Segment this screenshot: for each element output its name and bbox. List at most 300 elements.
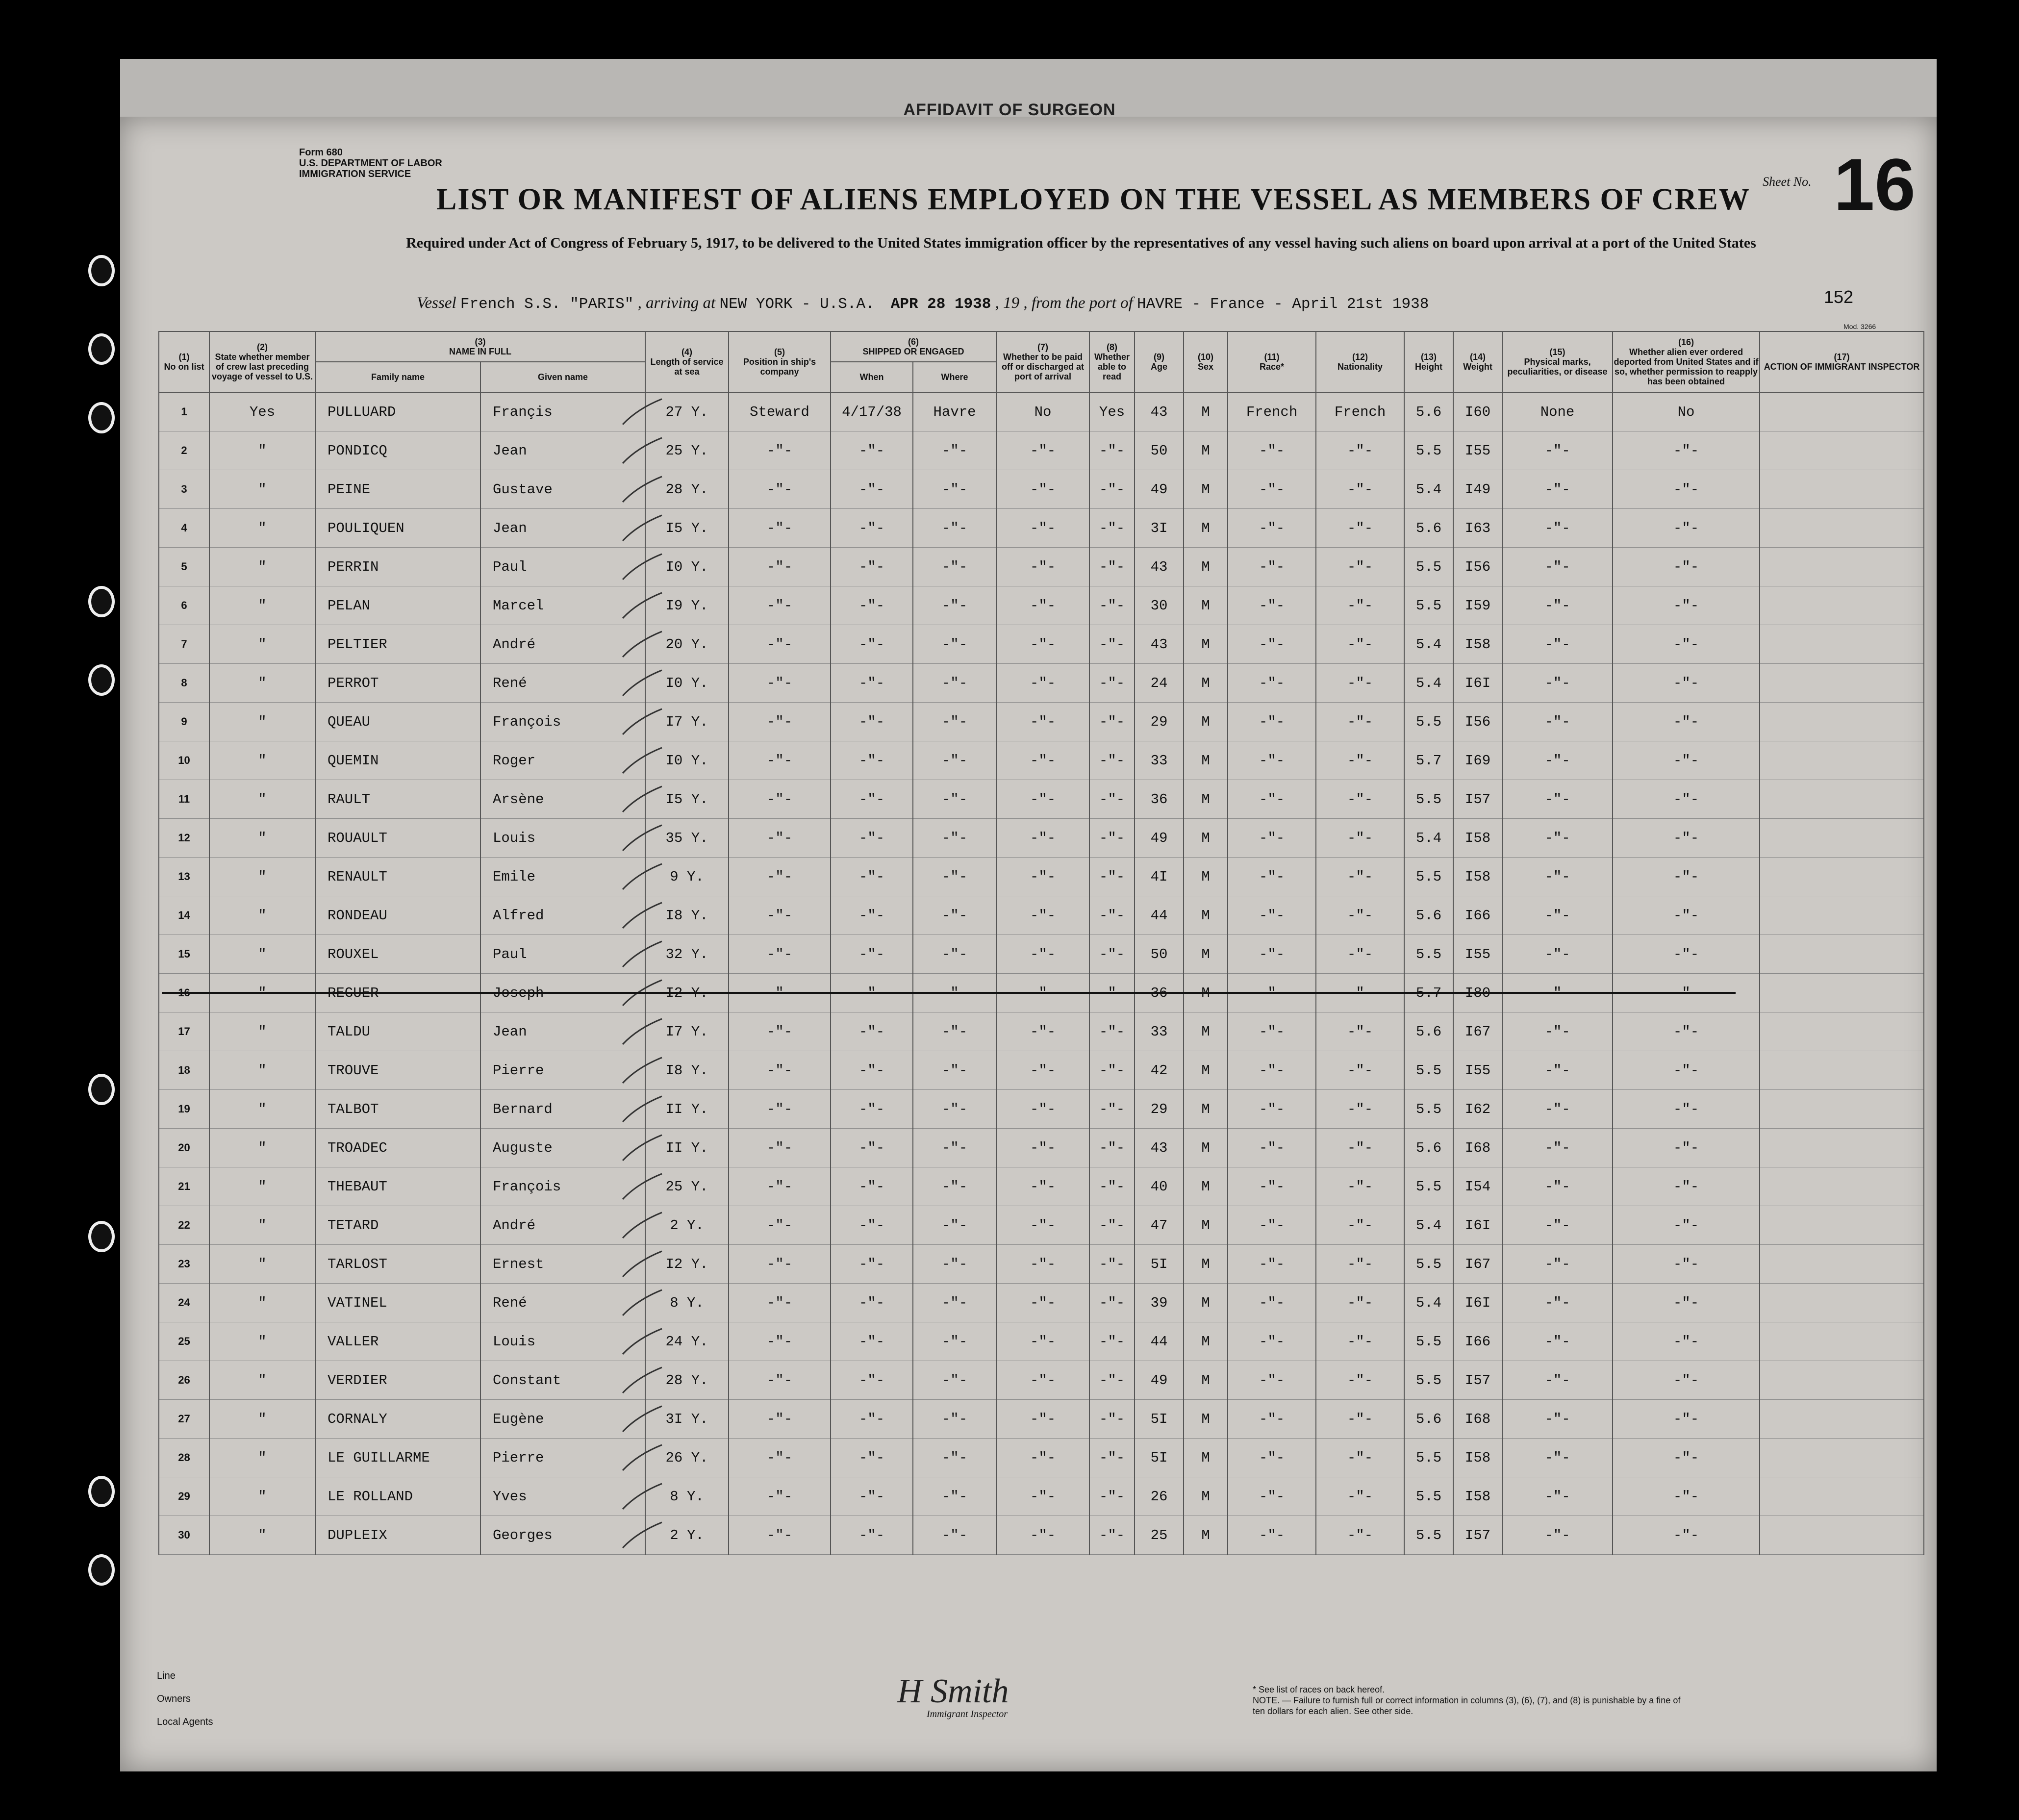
- shipped-when-cell: -"-: [831, 935, 913, 974]
- able-to-read-cell: -"-: [1089, 1129, 1135, 1167]
- race-cell: -"-: [1228, 664, 1316, 703]
- nationality-cell: -"-: [1316, 1129, 1404, 1167]
- nationality-cell: -"-: [1316, 703, 1404, 741]
- service-length-cell: I2 Y.: [645, 974, 729, 1012]
- weight-cell: I58: [1453, 625, 1502, 664]
- age-cell: 30: [1135, 586, 1184, 625]
- physical-marks-cell: -"-: [1502, 974, 1613, 1012]
- race-cell: French: [1228, 392, 1316, 431]
- deported-cell: -"-: [1613, 1400, 1760, 1439]
- able-to-read-cell: -"-: [1089, 509, 1135, 548]
- paid-off-cell: -"-: [996, 1090, 1089, 1129]
- family-name-cell: LE GUILLARME: [315, 1439, 480, 1477]
- table-row: [159, 1129, 1924, 1167]
- table-row: [159, 858, 1924, 896]
- prev-voyage-cell: ": [209, 1477, 315, 1516]
- inspector-action-cell: [1760, 1206, 1924, 1245]
- position-cell: -"-: [729, 858, 831, 896]
- able-to-read-cell: -"-: [1089, 780, 1135, 819]
- race-cell: -"-: [1228, 1516, 1316, 1555]
- height-cell: 5.5: [1404, 703, 1453, 741]
- shipped-where-cell: -"-: [913, 664, 996, 703]
- inspector-action-cell: [1760, 664, 1924, 703]
- physical-marks-cell: -"-: [1502, 896, 1613, 935]
- paid-off-cell: -"-: [996, 1129, 1089, 1167]
- row-number-cell: 27: [159, 1400, 209, 1439]
- paid-off-cell: No: [996, 392, 1089, 431]
- shipped-where-cell: -"-: [913, 741, 996, 780]
- shipped-where-cell: Havre: [913, 392, 996, 431]
- height-cell: 5.6: [1404, 509, 1453, 548]
- physical-marks-cell: -"-: [1502, 780, 1613, 819]
- paid-off-cell: -"-: [996, 548, 1089, 586]
- row-number-cell: 6: [159, 586, 209, 625]
- able-to-read-cell: -"-: [1089, 586, 1135, 625]
- weight-cell: I56: [1453, 548, 1502, 586]
- given-name-cell: Constant: [480, 1361, 645, 1400]
- nationality-cell: -"-: [1316, 664, 1404, 703]
- shipped-when-cell: -"-: [831, 664, 913, 703]
- family-name-cell: VATINEL: [315, 1284, 480, 1322]
- given-name-cell: Marcel: [480, 586, 645, 625]
- table-row: [159, 664, 1924, 703]
- physical-marks-cell: -"-: [1502, 1516, 1613, 1555]
- col-action-header: (17) ACTION OF IMMIGRANT INSPECTOR: [1760, 331, 1924, 392]
- service-length-cell: 2 Y.: [645, 1206, 729, 1245]
- given-name-cell: Françis: [480, 392, 645, 431]
- nationality-cell: -"-: [1316, 509, 1404, 548]
- physical-marks-cell: -"-: [1502, 431, 1613, 470]
- col-no-header: (1) No on list: [159, 331, 209, 392]
- local-agents-label: Local Agents: [157, 1717, 213, 1727]
- shipped-when-cell: -"-: [831, 431, 913, 470]
- family-name-cell: RENAULT: [315, 858, 480, 896]
- sex-cell: M: [1184, 858, 1228, 896]
- deported-cell: -"-: [1613, 1439, 1760, 1477]
- height-cell: 5.5: [1404, 1090, 1453, 1129]
- physical-marks-cell: -"-: [1502, 625, 1613, 664]
- able-to-read-cell: -"-: [1089, 625, 1135, 664]
- age-cell: 50: [1135, 935, 1184, 974]
- shipped-when-cell: -"-: [831, 819, 913, 858]
- sex-cell: M: [1184, 1322, 1228, 1361]
- age-cell: 36: [1135, 974, 1184, 1012]
- given-name-cell: Louis: [480, 1322, 645, 1361]
- height-cell: 5.6: [1404, 896, 1453, 935]
- able-to-read-cell: -"-: [1089, 1245, 1135, 1284]
- prev-voyage-cell: ": [209, 1167, 315, 1206]
- nationality-cell: -"-: [1316, 1012, 1404, 1051]
- row-number-cell: 30: [159, 1516, 209, 1555]
- row-number-cell: 11: [159, 780, 209, 819]
- deported-cell: -"-: [1613, 431, 1760, 470]
- weight-cell: I54: [1453, 1167, 1502, 1206]
- col-sex-header: (10) Sex: [1184, 331, 1228, 392]
- paid-off-cell: -"-: [996, 1206, 1089, 1245]
- table-row: [159, 896, 1924, 935]
- position-cell: -"-: [729, 1206, 831, 1245]
- physical-marks-cell: -"-: [1502, 1167, 1613, 1206]
- race-cell: -"-: [1228, 1439, 1316, 1477]
- family-name-cell: QUEMIN: [315, 741, 480, 780]
- given-name-cell: Eugène: [480, 1400, 645, 1439]
- sex-cell: M: [1184, 509, 1228, 548]
- arriving-label: , arriving at: [637, 294, 716, 312]
- vessel-label: Vessel: [417, 294, 456, 312]
- service-length-cell: 24 Y.: [645, 1322, 729, 1361]
- paid-off-cell: -"-: [996, 1322, 1089, 1361]
- paid-off-cell: -"-: [996, 780, 1089, 819]
- family-name-cell: VERDIER: [315, 1361, 480, 1400]
- prev-voyage-cell: ": [209, 935, 315, 974]
- shipped-when-cell: -"-: [831, 1322, 913, 1361]
- service-length-cell: 25 Y.: [645, 1167, 729, 1206]
- service-length-cell: 28 Y.: [645, 470, 729, 509]
- table-row: [159, 1439, 1924, 1477]
- prev-voyage-cell: ": [209, 548, 315, 586]
- col-prev-voyage-header: (2) State whether member of crew last preceding voyage of vessel to U.S.: [209, 331, 315, 392]
- deported-cell: -"-: [1613, 935, 1760, 974]
- col-height-header: (13) Height: [1404, 331, 1453, 392]
- inspector-action-cell: [1760, 1439, 1924, 1477]
- family-name-cell: PELTIER: [315, 625, 480, 664]
- shipped-when-cell: -"-: [831, 509, 913, 548]
- given-name-cell: Jean: [480, 1012, 645, 1051]
- service-length-cell: I0 Y.: [645, 664, 729, 703]
- physical-marks-cell: -"-: [1502, 1439, 1613, 1477]
- given-name-cell: Joseph: [480, 974, 645, 1012]
- paid-off-cell: -"-: [996, 974, 1089, 1012]
- race-cell: -"-: [1228, 470, 1316, 509]
- shipped-where-cell: -"-: [913, 548, 996, 586]
- race-cell: -"-: [1228, 741, 1316, 780]
- given-name-cell: François: [480, 1167, 645, 1206]
- col-paid-off-header: (7) Whether to be paid off or discharged at port of arrival: [996, 331, 1089, 392]
- given-name-cell: François: [480, 703, 645, 741]
- shipped-when-cell: -"-: [831, 1439, 913, 1477]
- sex-cell: M: [1184, 1167, 1228, 1206]
- age-cell: 43: [1135, 392, 1184, 431]
- paid-off-cell: -"-: [996, 470, 1089, 509]
- shipped-where-cell: -"-: [913, 1051, 996, 1090]
- col-marks-header: (15) Physical marks, peculiarities, or disease: [1502, 331, 1613, 392]
- prev-voyage-cell: ": [209, 741, 315, 780]
- shipped-where-cell: -"-: [913, 1245, 996, 1284]
- prev-voyage-cell: ": [209, 780, 315, 819]
- row-number-cell: 29: [159, 1477, 209, 1516]
- age-cell: 33: [1135, 741, 1184, 780]
- service-length-cell: 32 Y.: [645, 935, 729, 974]
- nationality-cell: -"-: [1316, 1167, 1404, 1206]
- inspector-action-cell: [1760, 1322, 1924, 1361]
- height-cell: 5.4: [1404, 664, 1453, 703]
- nationality-cell: -"-: [1316, 1090, 1404, 1129]
- height-cell: 5.5: [1404, 548, 1453, 586]
- service-length-cell: 20 Y.: [645, 625, 729, 664]
- paid-off-cell: -"-: [996, 1245, 1089, 1284]
- physical-marks-cell: -"-: [1502, 1090, 1613, 1129]
- height-cell: 5.5: [1404, 1439, 1453, 1477]
- shipped-when-cell: -"-: [831, 1167, 913, 1206]
- shipped-when-cell: -"-: [831, 1477, 913, 1516]
- position-cell: -"-: [729, 509, 831, 548]
- able-to-read-cell: -"-: [1089, 470, 1135, 509]
- nationality-cell: -"-: [1316, 625, 1404, 664]
- weight-cell: I68: [1453, 1400, 1502, 1439]
- shipped-where-cell: -"-: [913, 1167, 996, 1206]
- arrival-date-stamp: APR 28 1938: [890, 296, 991, 313]
- sex-cell: M: [1184, 1361, 1228, 1400]
- sheet-label: Sheet No.: [1763, 175, 1812, 189]
- col-where-header: Where: [913, 362, 996, 392]
- shipped-when-cell: -"-: [831, 896, 913, 935]
- table-row: [159, 1400, 1924, 1439]
- service-length-cell: I8 Y.: [645, 896, 729, 935]
- vessel-line: [417, 294, 1429, 313]
- weight-cell: I80: [1453, 974, 1502, 1012]
- service-length-cell: 27 Y.: [645, 392, 729, 431]
- race-cell: -"-: [1228, 896, 1316, 935]
- table-row: [159, 509, 1924, 548]
- inspector-action-cell: [1760, 1129, 1924, 1167]
- footer-labels: [157, 1665, 213, 1734]
- prev-voyage-cell: ": [209, 625, 315, 664]
- table-row: [159, 1245, 1924, 1284]
- service-length-cell: 25 Y.: [645, 431, 729, 470]
- prev-voyage-cell: ": [209, 1051, 315, 1090]
- inspector-action-cell: [1760, 896, 1924, 935]
- table-row: [159, 1284, 1924, 1322]
- race-cell: -"-: [1228, 1477, 1316, 1516]
- table-row: [159, 741, 1924, 780]
- able-to-read-cell: -"-: [1089, 703, 1135, 741]
- paid-off-cell: -"-: [996, 703, 1089, 741]
- family-name-cell: LE ROLLAND: [315, 1477, 480, 1516]
- inspector-action-cell: [1760, 858, 1924, 896]
- service-length-cell: I0 Y.: [645, 548, 729, 586]
- row-number-cell: 21: [159, 1167, 209, 1206]
- family-name-cell: ROUAULT: [315, 819, 480, 858]
- position-cell: -"-: [729, 1012, 831, 1051]
- able-to-read-cell: -"-: [1089, 896, 1135, 935]
- sex-cell: M: [1184, 586, 1228, 625]
- prev-voyage-cell: ": [209, 1516, 315, 1555]
- deported-cell: No: [1613, 392, 1760, 431]
- sex-cell: M: [1184, 470, 1228, 509]
- binder-hole: [88, 255, 115, 286]
- col-age-header: (9) Age: [1135, 331, 1184, 392]
- nationality-cell: -"-: [1316, 470, 1404, 509]
- paid-off-cell: -"-: [996, 1439, 1089, 1477]
- sex-cell: M: [1184, 664, 1228, 703]
- position-cell: -"-: [729, 741, 831, 780]
- sex-cell: M: [1184, 935, 1228, 974]
- position-cell: -"-: [729, 1090, 831, 1129]
- table-row: [159, 1206, 1924, 1245]
- height-cell: 5.5: [1404, 1477, 1453, 1516]
- height-cell: 5.7: [1404, 741, 1453, 780]
- paid-off-cell: -"-: [996, 586, 1089, 625]
- shipped-when-cell: -"-: [831, 780, 913, 819]
- sheet-number: 16: [1834, 143, 1916, 226]
- able-to-read-cell: -"-: [1089, 1012, 1135, 1051]
- deported-cell: -"-: [1613, 703, 1760, 741]
- inspector-action-cell: [1760, 625, 1924, 664]
- sex-cell: M: [1184, 703, 1228, 741]
- age-cell: 49: [1135, 1361, 1184, 1400]
- shipped-when-cell: -"-: [831, 1206, 913, 1245]
- shipped-where-cell: -"-: [913, 1439, 996, 1477]
- inspector-action-cell: [1760, 392, 1924, 431]
- height-cell: 5.4: [1404, 1206, 1453, 1245]
- given-name-cell: René: [480, 664, 645, 703]
- position-cell: -"-: [729, 1129, 831, 1167]
- age-cell: 43: [1135, 548, 1184, 586]
- position-cell: -"-: [729, 896, 831, 935]
- given-name-cell: Gustave: [480, 470, 645, 509]
- service-length-cell: I5 Y.: [645, 780, 729, 819]
- sex-cell: M: [1184, 1051, 1228, 1090]
- department: U.S. DEPARTMENT OF LABOR: [299, 158, 442, 169]
- row-number-cell: 13: [159, 858, 209, 896]
- inspector-action-cell: [1760, 548, 1924, 586]
- race-cell: -"-: [1228, 1090, 1316, 1129]
- shipped-when-cell: -"-: [831, 548, 913, 586]
- footer-notes: [1253, 1684, 1694, 1717]
- age-cell: 5I: [1135, 1439, 1184, 1477]
- from-label: , from the port of: [1023, 294, 1133, 312]
- height-cell: 5.5: [1404, 1051, 1453, 1090]
- family-name-cell: PEINE: [315, 470, 480, 509]
- weight-cell: I57: [1453, 1516, 1502, 1555]
- prev-voyage-cell: Yes: [209, 392, 315, 431]
- col-name-header: (3) NAME IN FULL: [315, 331, 645, 362]
- prev-voyage-cell: ": [209, 664, 315, 703]
- binder-hole: [88, 1476, 115, 1507]
- prev-voyage-cell: ": [209, 703, 315, 741]
- service-length-cell: 2 Y.: [645, 1516, 729, 1555]
- shipped-when-cell: -"-: [831, 1090, 913, 1129]
- shipped-where-cell: -"-: [913, 1090, 996, 1129]
- weight-cell: I60: [1453, 392, 1502, 431]
- page-number: 152: [1824, 287, 1854, 307]
- shipped-where-cell: -"-: [913, 935, 996, 974]
- inspector-action-cell: [1760, 1477, 1924, 1516]
- table-row: [159, 1012, 1924, 1051]
- able-to-read-cell: -"-: [1089, 974, 1135, 1012]
- race-cell: -"-: [1228, 1051, 1316, 1090]
- paid-off-cell: -"-: [996, 431, 1089, 470]
- physical-marks-cell: -"-: [1502, 858, 1613, 896]
- age-cell: 4I: [1135, 858, 1184, 896]
- service-length-cell: 35 Y.: [645, 819, 729, 858]
- service-length-cell: I9 Y.: [645, 586, 729, 625]
- able-to-read-cell: -"-: [1089, 1516, 1135, 1555]
- race-cell: -"-: [1228, 1400, 1316, 1439]
- inspector-action-cell: [1760, 1284, 1924, 1322]
- family-name-cell: VALLER: [315, 1322, 480, 1361]
- position-cell: -"-: [729, 470, 831, 509]
- table-row: [159, 1322, 1924, 1361]
- race-cell: -"-: [1228, 431, 1316, 470]
- race-cell: -"-: [1228, 935, 1316, 974]
- given-name-cell: René: [480, 1284, 645, 1322]
- binder-hole: [88, 333, 115, 365]
- nationality-cell: -"-: [1316, 431, 1404, 470]
- table-row: [159, 819, 1924, 858]
- binder-hole: [88, 402, 115, 433]
- age-cell: 50: [1135, 431, 1184, 470]
- table-row: [159, 470, 1924, 509]
- deported-cell: -"-: [1613, 1516, 1760, 1555]
- given-name-cell: Pierre: [480, 1439, 645, 1477]
- paid-off-cell: -"-: [996, 1284, 1089, 1322]
- position-cell: -"-: [729, 1516, 831, 1555]
- row-number-cell: 4: [159, 509, 209, 548]
- inspector-action-cell: [1760, 935, 1924, 974]
- position-cell: -"-: [729, 625, 831, 664]
- family-name-cell: PERRIN: [315, 548, 480, 586]
- col-nationality-header: (12) Nationality: [1316, 331, 1404, 392]
- service-length-cell: I2 Y.: [645, 1245, 729, 1284]
- service: IMMIGRATION SERVICE: [299, 169, 411, 179]
- paid-off-cell: -"-: [996, 625, 1089, 664]
- weight-cell: I58: [1453, 858, 1502, 896]
- given-name-cell: Ernest: [480, 1245, 645, 1284]
- row-number-cell: 7: [159, 625, 209, 664]
- sex-cell: M: [1184, 1516, 1228, 1555]
- physical-marks-cell: -"-: [1502, 664, 1613, 703]
- nationality-cell: -"-: [1316, 741, 1404, 780]
- nationality-cell: -"-: [1316, 1477, 1404, 1516]
- sex-cell: M: [1184, 780, 1228, 819]
- service-length-cell: II Y.: [645, 1129, 729, 1167]
- shipped-when-cell: -"-: [831, 470, 913, 509]
- deported-cell: -"-: [1613, 664, 1760, 703]
- race-cell: -"-: [1228, 586, 1316, 625]
- deported-cell: -"-: [1613, 548, 1760, 586]
- races-note: * See list of races on back hereof.: [1253, 1685, 1385, 1694]
- prev-voyage-cell: ": [209, 858, 315, 896]
- given-name-cell: Jean: [480, 431, 645, 470]
- deported-cell: -"-: [1613, 1129, 1760, 1167]
- family-name-cell: TROUVE: [315, 1051, 480, 1090]
- table-row: [159, 1516, 1924, 1555]
- family-name-cell: QUEAU: [315, 703, 480, 741]
- sex-cell: M: [1184, 1245, 1228, 1284]
- age-cell: 44: [1135, 896, 1184, 935]
- given-name-cell: Emile: [480, 858, 645, 896]
- able-to-read-cell: -"-: [1089, 548, 1135, 586]
- shipped-where-cell: -"-: [913, 1206, 996, 1245]
- shipped-where-cell: -"-: [913, 1516, 996, 1555]
- nationality-cell: -"-: [1316, 1361, 1404, 1400]
- physical-marks-cell: -"-: [1502, 1400, 1613, 1439]
- prev-voyage-cell: ": [209, 819, 315, 858]
- family-name-cell: REGUER: [315, 974, 480, 1012]
- nationality-cell: -"-: [1316, 1322, 1404, 1361]
- age-cell: 33: [1135, 1012, 1184, 1051]
- inspector-action-cell: [1760, 1516, 1924, 1555]
- paid-off-cell: -"-: [996, 935, 1089, 974]
- shipped-where-cell: -"-: [913, 431, 996, 470]
- deported-cell: -"-: [1613, 858, 1760, 896]
- deported-cell: -"-: [1613, 780, 1760, 819]
- shipped-when-cell: -"-: [831, 1284, 913, 1322]
- deported-cell: -"-: [1613, 625, 1760, 664]
- age-cell: 26: [1135, 1477, 1184, 1516]
- height-cell: 5.6: [1404, 1012, 1453, 1051]
